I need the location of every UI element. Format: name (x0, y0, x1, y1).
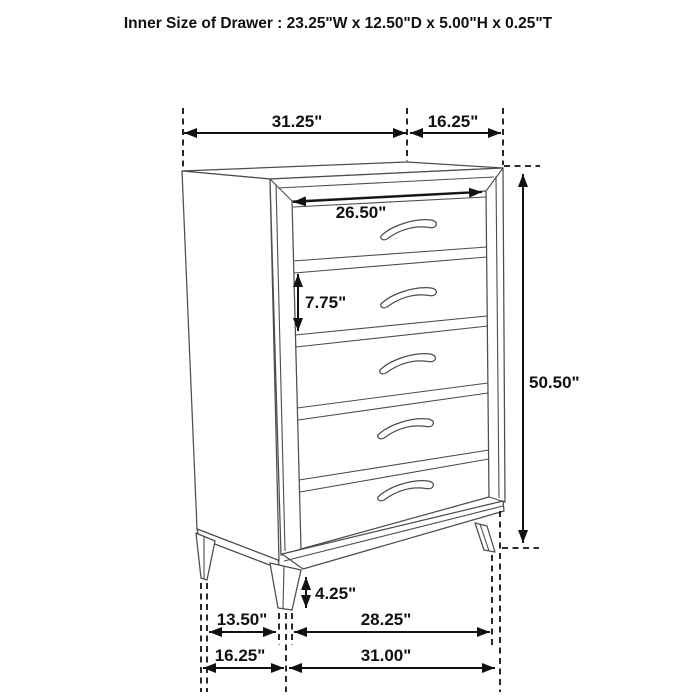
dimension-label: 50.50" (529, 373, 580, 392)
dimension-label: 13.50" (216, 610, 268, 629)
dim-base-leg-depth (209, 610, 276, 632)
dimension-label: 4.25" (315, 584, 357, 603)
leg-front-left (270, 563, 301, 610)
dimension-label: 7.75" (305, 293, 347, 312)
dimension-label: 16.25" (214, 646, 266, 665)
dimension-label: 31.00" (360, 646, 412, 665)
dim-base-leg-width (294, 610, 490, 632)
dim-top-width (183, 108, 407, 170)
diagram-title: Inner Size of Drawer : 23.25"W x 12.50"D x 5.00"H x 0.25"T (123, 15, 553, 32)
dim-base-depth (203, 646, 284, 668)
chest-side-panel (182, 171, 279, 561)
dim-leg-height (306, 577, 356, 608)
dimension-label: 16.25" (427, 112, 479, 131)
leg-back-left (196, 533, 215, 580)
dimension-label: 31.25" (271, 112, 323, 131)
dimension-label: 26.50" (335, 203, 387, 222)
chest-drawing (182, 162, 505, 610)
dim-base-width (289, 646, 495, 668)
dimension-label: 28.25" (360, 610, 412, 629)
dim-top-depth (410, 108, 503, 165)
dim-overall-height (502, 166, 580, 548)
